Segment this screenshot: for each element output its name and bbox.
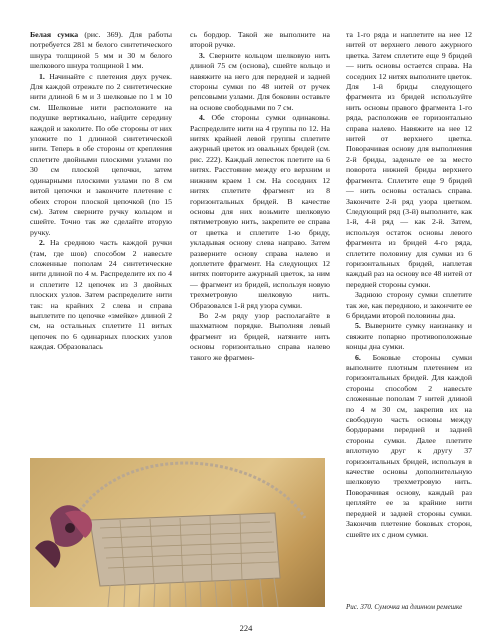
paragraph-step-2: 2. На среднюю часть каждой ручки (там, где шов) способом 2 навесьте сложенные пополам 24 синтетические нити длиной по 4 м. Распределите их по 4 и сплетите 12 цепочек из 3 двойных плоских узлов. Затем распределите нити так: на крайних 2 слева и справа выплетите по цепочке «змейке» длиной 2 см, на остальных сплетите 11 витых цепочек по 6 одинарных плоских узлов каждая. Образовалась bbox=[30, 238, 172, 352]
paragraph-continued: сь бордюр. Такой же выполните на второй ручке. bbox=[190, 30, 330, 50]
paragraph-row-2: Во 2-м ряду узор располагайте в шахматном порядке. Выполняя левый фрагмент из бридей, натяните нить основы горизонтально справа налево такого же фрагмен- bbox=[190, 310, 330, 362]
paragraph-step-5: 5. Выверните сумку наизнанку и свяжите попарно противоположные концы дна сумки. bbox=[346, 321, 472, 352]
paragraph-intro: Белая сумка (рис. 369). Для работы потребуется 281 м белого синтетического шнура толщиной 5 мм и 30 м белого шелкового шнура толщиной 1 мм. bbox=[30, 30, 173, 71]
bag-photo bbox=[30, 458, 325, 607]
text-column-2 bbox=[190, 30, 330, 363]
paragraph-step-1: 1. Начинайте с плетения двух ручек. Для каждой отрежьте по 2 синтетические нити длиной 6 м и 3 шелковые по 1 м 10 см. Шелковые нити расположите на подушке вертикально, найдите середину каждой и заколите. По обе стороны от них уложите по 1 длинной синтетической нити. Теперь в обе стороны от крепления сплетите двойными плоскими узлами по 30 см плоской цепочки, затем одинарными плоскими узлами по 8 см витой цепочки и закончите плетение с обеих сторон плоской цепочкой (по 15 см). Затем сверните ручку кольцом и сшейте. Точно так же сделайте вторую ручку. bbox=[30, 71, 172, 237]
paragraph-step-4: 4. Обе стороны сумки одинаковы. Распределите нити на 4 группы по 12. На нитях крайней левой группы сплетите ажурный цветок из овальных бридей (см. рис. 222). Каждый лепесток плетите на 6 нитях. Расстояние между его верхним и нижним краем 1 см. На соседних 12 нитях сплетите фрагмент из 8 горизонтальных бридей. В качестве основы для них возьмите шелковую пятиметровую нить, закрепите ее справа от цветка и сплетите 1-ю бриду, укладывая основу слева направо. Затем разверните основу справа налево и доплетите фрагмент. На следующих 12 нитях повторите ажурный цветок, за ним — фрагмент из бридей, используя новую трехметровую шелковую нить. Образовался 1-й ряд узора сумки. bbox=[190, 113, 330, 310]
figure-caption: Рис. 370. Сумочка на длинном ремешке bbox=[346, 603, 463, 611]
macrame-bag-illustration bbox=[30, 458, 325, 607]
paragraph-step-6: 6. Боковые стороны сумки выполните плотным плетением из горизонтальных бридей. Для каждой стороны способом 2 навесьте сложенные пополам 7 нитей длиной по 4 м 30 см, закрепив их на свободную часть основы между бордюрами передней и задней стороны сумки. Далее плетите вплотную друг к другу 37 горизонтальных бридей, используя в качестве основы дополнительную шелковую трехметровую нить. Поворачивая основу, каждый раз цепляйте ее за крайние нити передней и задней стороны сумки. Закончив плетение боковых сторон, сшейте их с дном сумки. bbox=[346, 352, 472, 539]
text-column-1 bbox=[30, 30, 172, 353]
text-column-3 bbox=[346, 30, 472, 540]
section-title: Белая сумка bbox=[30, 30, 79, 39]
flower-decoration bbox=[35, 505, 92, 568]
paragraph-continued-3: та 1-го ряда и наплетите на нее 12 нитей от верхнего левого ажурного цветка. Затем сплетите еще 9 бридей — нить основы остается справа. На соседних 12 нитях выполните цветок. Для 1-й бриды следующего фрагмента из бридей используйте нить основы правого фрагмента 1-го ряда, расположив ее горизонтально справа налево. Навяжите на нее 12 нитей от верхнего цветка. Поворачивая основу для выполнения 2-й бриды, заденьте ее за место поворота нижней бриды верхнего фрагмента. Сплетите еще 9 бридей — нить основы осталась справа. Закончите 2-й ряд узора цветком. Следующий ряд (3-й) выполните, как 1-й, 4-й ряд — как 2-й. Затем, используя остаток основы левого фрагмента из бридей 4-го ряда, сплетите половину для сумки из 6 горизонтальных бридей, наплетая каждый раз на основу все 48 нитей от передней стороны сумки. bbox=[346, 30, 472, 289]
paragraph-step-3: 3. Сверните кольцом шелковую нить длиной 75 см (основа), сшейте кольцо и навяжите на него для передней и задней стороны сумки по 48 нитей от ручек репсовыми узлами. Для боковин оставьте на основе свободными по 7 см. bbox=[190, 50, 330, 112]
page-number: 224 bbox=[239, 623, 253, 633]
paragraph-back-side: Заднюю сторону сумки сплетите так же, как переднюю, и закончите ее 6 бридами второй половины дна. bbox=[346, 290, 472, 320]
